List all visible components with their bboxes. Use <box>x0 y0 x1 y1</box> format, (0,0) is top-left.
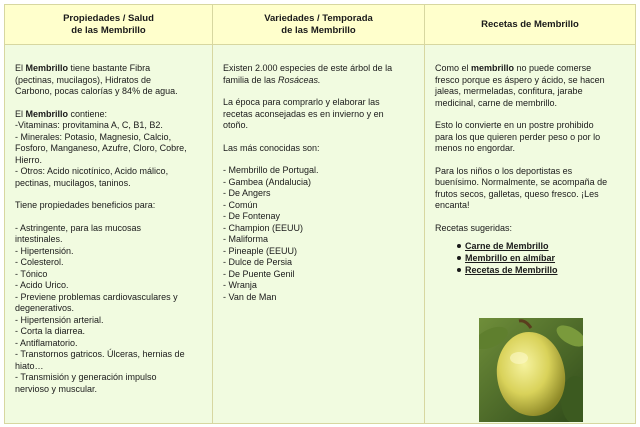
list-item: - Transtornos gatricos. Úlceras, hernias de <box>15 349 185 359</box>
text: Para los niños o los deportistas es <box>435 165 573 176</box>
list-item: - Wranja <box>223 280 257 290</box>
recipe-link-recetas[interactable]: Recetas de Membrillo <box>465 264 625 276</box>
text: jaleas, mermeladas, confitura, jarabe <box>435 86 583 96</box>
text: encanta! <box>435 200 470 210</box>
species-paragraph <box>223 63 414 86</box>
list-item: - Dulce de Persia <box>223 257 293 267</box>
list-item: - Minerales: Potasio, Magnesio, Calcio, <box>15 131 172 142</box>
header-properties-line1: Propiedades / Salud <box>63 12 154 24</box>
list-item: - Corta la diarrea. <box>15 326 86 336</box>
list-item: -Vitaminas: provitamina A, C, B1, B2. <box>15 120 163 130</box>
text: frutos secos, galletas, queso fresco. ¡Les <box>435 188 599 199</box>
varieties-list <box>223 165 414 303</box>
text: contiene: <box>68 108 108 119</box>
list-item: Hierro. <box>15 154 43 165</box>
list-item: degenerativos. <box>15 303 75 313</box>
quince-photo <box>479 318 583 422</box>
text: El <box>15 63 26 73</box>
varieties-column <box>213 45 425 423</box>
list-item: - Antiflamatorio. <box>15 337 78 348</box>
fiber-paragraph <box>15 63 202 98</box>
list-item: - Gambea (Andalucia) <box>223 176 312 187</box>
list-item: - Común <box>223 199 258 210</box>
text: recetas aconsejadas es en invierno y en <box>223 108 384 119</box>
benefits-intro: Tiene propiedades beneficios para: <box>15 200 156 210</box>
list-item: - Acido Urico. <box>15 280 69 290</box>
header-properties-health <box>5 5 213 45</box>
text: para los que quieren perder peso o por lo <box>435 131 601 142</box>
recipes-intro: Recetas sugeridas: <box>435 222 513 233</box>
header-varieties-line2: de las Membrillo <box>281 24 356 36</box>
recipe-link-carne[interactable]: Carne de Membrillo <box>465 240 625 252</box>
list-item: - Membrillo de Portugal. <box>223 165 319 175</box>
list-item: - Champion (EEUU) <box>223 222 304 233</box>
quince-fruit-image <box>479 318 583 422</box>
list-item: hiato… <box>15 360 44 371</box>
text: Carbono, pocas calorías y 84% de agua. <box>15 86 178 96</box>
contains-paragraph <box>15 109 202 190</box>
list-item: Fosforo, Manganeso, Azufre, Cloro, Cobre, <box>15 143 187 153</box>
text-italic: Rosáceas. <box>278 74 321 85</box>
list-item: nervioso y muscular. <box>15 383 98 394</box>
text: Existen 2.000 especies de este árbol de la <box>223 63 393 73</box>
header-recipes <box>425 5 635 45</box>
text: no puede comerse <box>514 63 592 73</box>
list-item: - Colesterol. <box>15 257 64 267</box>
recipe-link-almibar[interactable]: Membrillo en almíbar <box>465 252 625 264</box>
text: El <box>15 108 26 119</box>
text: buenísimo. Normalmente, se acompaña de <box>435 177 608 187</box>
list-item: - Astringente, para las mucosas <box>15 222 142 233</box>
list-item: - De Angers <box>223 188 271 198</box>
text: La época para comprarlo y elaborar las <box>223 97 380 107</box>
membrillo-info-table <box>4 4 636 424</box>
text: Como el <box>435 63 472 73</box>
text: medicinal, carne de membrillo. <box>435 97 558 108</box>
header-varieties-line1: Variedades / Temporada <box>264 12 373 24</box>
header-recipes-label: Recetas de Membrillo <box>481 18 579 30</box>
text: familia de las <box>223 74 279 85</box>
header-varieties-season <box>213 5 425 45</box>
list-item: intestinales. <box>15 234 63 244</box>
header-properties-line2: de las Membrillo <box>71 24 146 36</box>
list-item: - Previene problemas cardiovasculares y <box>15 291 178 302</box>
text-bold: membrillo <box>471 63 515 73</box>
text-bold: Membrillo <box>25 63 69 73</box>
text: otoño. <box>223 120 249 130</box>
list-item: - Otros: Acido nicotínico, Acido málico, <box>15 166 169 176</box>
list-item: - Maliforma <box>223 234 269 244</box>
text-bold: Membrillo <box>25 108 69 119</box>
season-paragraph <box>223 97 414 132</box>
list-item: pectinas, mucilagos, taninos. <box>15 177 131 188</box>
list-item: - De Fontenay <box>223 211 281 221</box>
diet-paragraph <box>435 120 625 155</box>
list-item: - Tónico <box>15 268 48 279</box>
text: tiene bastante Fibra <box>68 63 151 73</box>
text: fresco porque es áspero y ácido, se hacen <box>435 74 605 85</box>
kids-paragraph <box>435 166 625 212</box>
table-header-row <box>5 5 635 45</box>
list-item: - De Puente Genil <box>223 268 295 279</box>
usage-paragraph <box>435 63 625 109</box>
recipes-list <box>435 240 625 276</box>
list-item: - Hipertensión arterial. <box>15 314 104 325</box>
properties-column <box>5 45 213 423</box>
list-item: - Hipertensión. <box>15 245 74 256</box>
list-item: - Transmisión y generación impulso <box>15 372 157 382</box>
benefits-list <box>15 223 202 396</box>
text: menos no engordar. <box>435 143 516 153</box>
text: (pectinas, mucilagos), Hidratos de <box>15 74 152 85</box>
list-item: - Pineaple (EEUU) <box>223 245 298 256</box>
text: Esto lo convierte en un postre prohibido <box>435 120 594 130</box>
varieties-intro: Las más conocidas son: <box>223 142 320 153</box>
list-item: - Van de Man <box>223 291 277 302</box>
